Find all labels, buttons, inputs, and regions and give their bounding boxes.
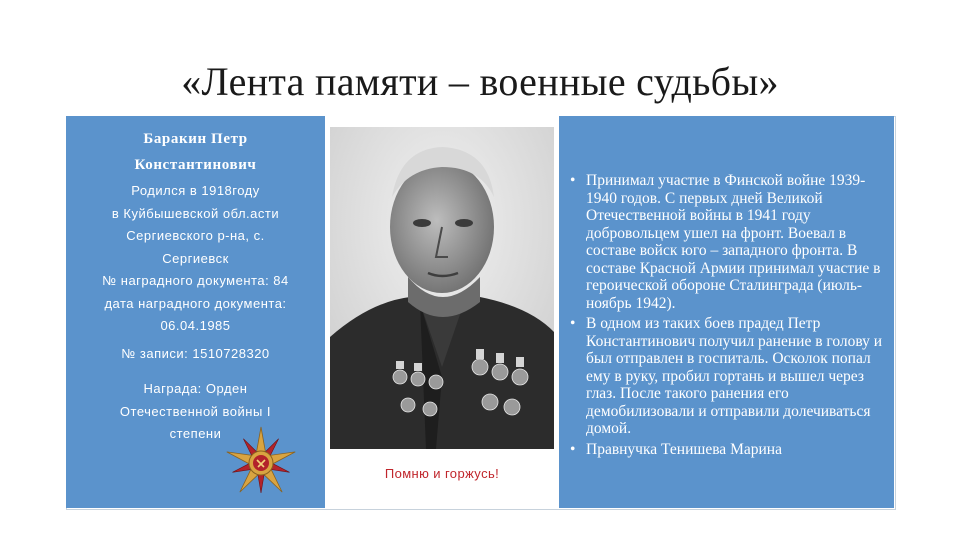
- award-line: Отечественной войны I: [119, 403, 272, 419]
- record-number: № записи: 1510728320: [121, 346, 270, 361]
- info-line: в Куйбышевской обл.асти: [111, 205, 280, 221]
- order-medal-icon: [223, 425, 299, 501]
- story-panel: [559, 116, 894, 508]
- story-list: [569, 172, 887, 461]
- info-line: Родился в 1918году: [131, 183, 260, 198]
- info-line: дата наградного документа:: [104, 295, 287, 311]
- slide-title: «Лента памяти – военные судьбы»: [181, 59, 779, 104]
- story-item: • Принимал участие в Финской войне 1939-1940 годов. С первых дней Великой Отечественной войны в 1941 году добровольцем ушел на фронт. Воевал в составе войск юго – западного фронта. В составе Красной Армии принимал участие в героической обороне Сталинграда (июль-ноябрь 1942).: [569, 172, 887, 312]
- story-item: • Правнучка Тенишева Марина: [569, 441, 887, 459]
- award-line: Награда: Орден: [143, 381, 248, 396]
- person-name: [66, 126, 325, 178]
- portrait-photo: [330, 127, 554, 449]
- memory-caption: Помню и горжусь!: [384, 466, 500, 481]
- info-line: № наградного документа: 84: [102, 273, 289, 288]
- person-name-line1: Баракин Петр: [143, 131, 248, 147]
- story-item: • В одном из таких боев прадед Петр Константинович получил ранение в голову и был отправлен в госпиталь. Осколок попал ему в руку, пробил гортань и вышел через глаз. После такого ранения его демобилизовали и отправили долечиваться домой.: [569, 315, 887, 438]
- photo-panel: [325, 116, 559, 508]
- biography-info: [66, 180, 325, 338]
- info-line: 06.04.1985: [160, 318, 231, 333]
- info-panel: [66, 116, 325, 508]
- award-line: степени: [169, 426, 222, 441]
- info-line: Сергиевск: [162, 250, 229, 266]
- person-name-line2: Константинович: [134, 157, 257, 173]
- info-line: Сергиевского р-на, с.: [126, 228, 265, 243]
